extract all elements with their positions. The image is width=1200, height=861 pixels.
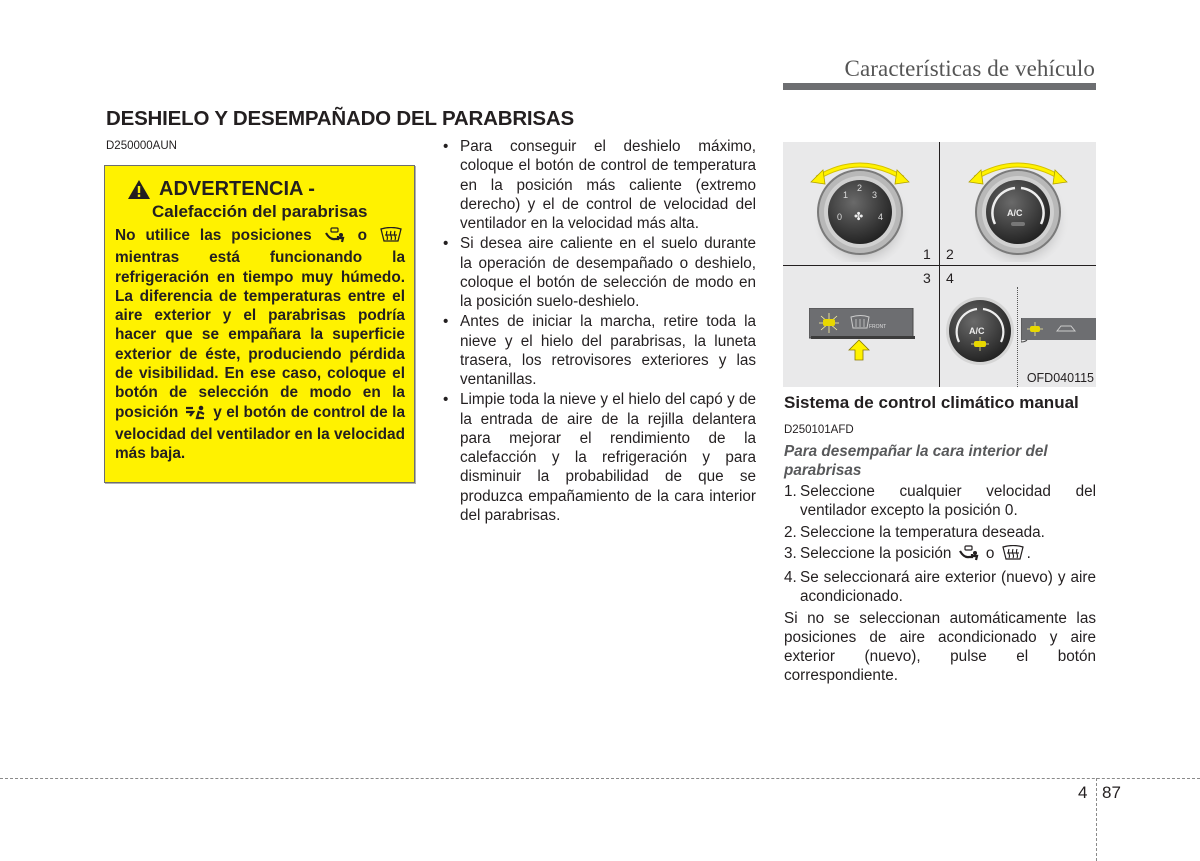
page-number: 87 xyxy=(1102,783,1121,802)
svg-text:1: 1 xyxy=(843,190,849,200)
floor-defrost-mode-icon xyxy=(324,227,346,248)
svg-text:A/C: A/C xyxy=(969,326,985,336)
climate-control-figure xyxy=(783,142,1096,387)
warning-subtitle: Calefacción del parabrisas xyxy=(152,202,368,221)
footer-divider xyxy=(1096,778,1097,861)
warning-text: No utilice las posiciones xyxy=(115,227,312,244)
bullet-list xyxy=(441,137,756,526)
figure-divider xyxy=(783,265,1096,266)
ac-button-icon xyxy=(943,294,1018,369)
procedure-heading: Para desempañar la cara interior del parabrisas xyxy=(784,443,1048,479)
figure-code: OFD040115 xyxy=(1026,371,1094,385)
warning-label: ADVERTENCIA - xyxy=(159,178,315,200)
warning-text: y el botón de control de la velocidad del ventilador en la velocidad más baja. xyxy=(115,403,406,463)
bullet-item: • Antes de iniciar la marcha, retire toda la nieve y el hielo del parabrisas, la luneta trasera, los retrovisores exteriores y las ventanillas. xyxy=(441,312,756,389)
svg-text:4: 4 xyxy=(878,212,884,222)
bullet-item: • Si desea aire caliente en el suelo durante la operación de desempañado o deshielo, coloque el botón de selección de modo en la posición suelo-deshielo. xyxy=(441,234,756,311)
warning-text-or: o xyxy=(357,227,368,244)
bullet-item: • Para conseguir el deshielo máximo, coloque el botón de control de temperatura en la posición más caliente (extremo derecho) y el de control de velocidad del ventilador en la velocidad más alta. xyxy=(441,137,756,233)
footer-rule xyxy=(0,778,1200,779)
panel-label-3: 3 xyxy=(923,270,931,286)
svg-text:✤: ✤ xyxy=(854,210,864,223)
panel-label-2: 2 xyxy=(946,246,954,262)
floor-defrost-mode-icon xyxy=(958,545,980,566)
steps-list xyxy=(784,482,1096,607)
step-item: 4. Se seleccionará aire exterior (nuevo) y aire acondicionado. xyxy=(784,569,1096,606)
svg-text:A/C: A/C xyxy=(1007,208,1023,218)
step-item: 3. Seleccione la posición o . xyxy=(784,544,1096,566)
panel-label-4: 4 xyxy=(946,270,954,286)
chapter-number: 4 xyxy=(1078,783,1088,802)
figure-dotted-divider xyxy=(1017,287,1018,387)
running-header-title: Características de vehículo xyxy=(844,56,1095,81)
subsection-code: D250101AFD xyxy=(784,424,854,436)
windshield-defrost-icon xyxy=(379,227,403,248)
panel-label-1: 1 xyxy=(923,246,931,262)
note-paragraph: Si no se seleccionan automáticamente las posiciones de aire acondicionado y aire exterior (nuevo), pulse el botón correspondiente. xyxy=(784,609,1096,685)
temperature-knob-icon xyxy=(955,154,1085,262)
step-item: 1. Seleccione cualquier velocidad del ventilador excepto la posición 0. xyxy=(784,483,1096,520)
svg-text:0: 0 xyxy=(837,212,843,222)
svg-text:FRONT: FRONT xyxy=(869,324,887,330)
svg-text:2: 2 xyxy=(857,183,863,193)
bullet-item: • Limpie toda la nieve y el hielo del capó y de la entrada de aire de la rejilla delantera para mejorar el rendimiento de la calefacción y la refrigeración y para disminuir la probabilidad de que se produzca empañamiento de la cara interior del parabrisas. xyxy=(441,390,756,525)
recirculation-button-icon xyxy=(1021,316,1096,344)
svg-text:3: 3 xyxy=(872,190,878,200)
section-title: DESHIELO Y DESEMPAÑADO DEL PARABRISAS xyxy=(106,107,574,130)
warning-box xyxy=(104,165,415,483)
warning-triangle-icon xyxy=(127,179,151,200)
step-item: 2. Seleccione la temperatura deseada. xyxy=(784,523,1045,541)
section-code: D250000AUN xyxy=(106,140,177,152)
warning-text: mientras está funcionando la refrigeración en tiempo muy húmedo. La diferencia de temperaturas entre el aire exterior y el parabrisas podría hacer que se empañara la superficie exterior de éste, produciendo pérdida de visibilidad. En ese caso, coloque el botón de selección de modo en la posición xyxy=(115,249,405,421)
right-column xyxy=(784,393,1096,686)
windshield-defrost-icon xyxy=(1001,545,1025,566)
warning-header xyxy=(115,178,405,200)
warning-body xyxy=(115,226,405,464)
header-rule xyxy=(783,83,1096,90)
face-mode-icon xyxy=(185,404,207,425)
subsection-heading: Sistema de control climático manual xyxy=(784,393,1079,412)
fan-speed-knob-icon xyxy=(797,154,927,262)
front-defrost-button-icon xyxy=(809,308,919,363)
